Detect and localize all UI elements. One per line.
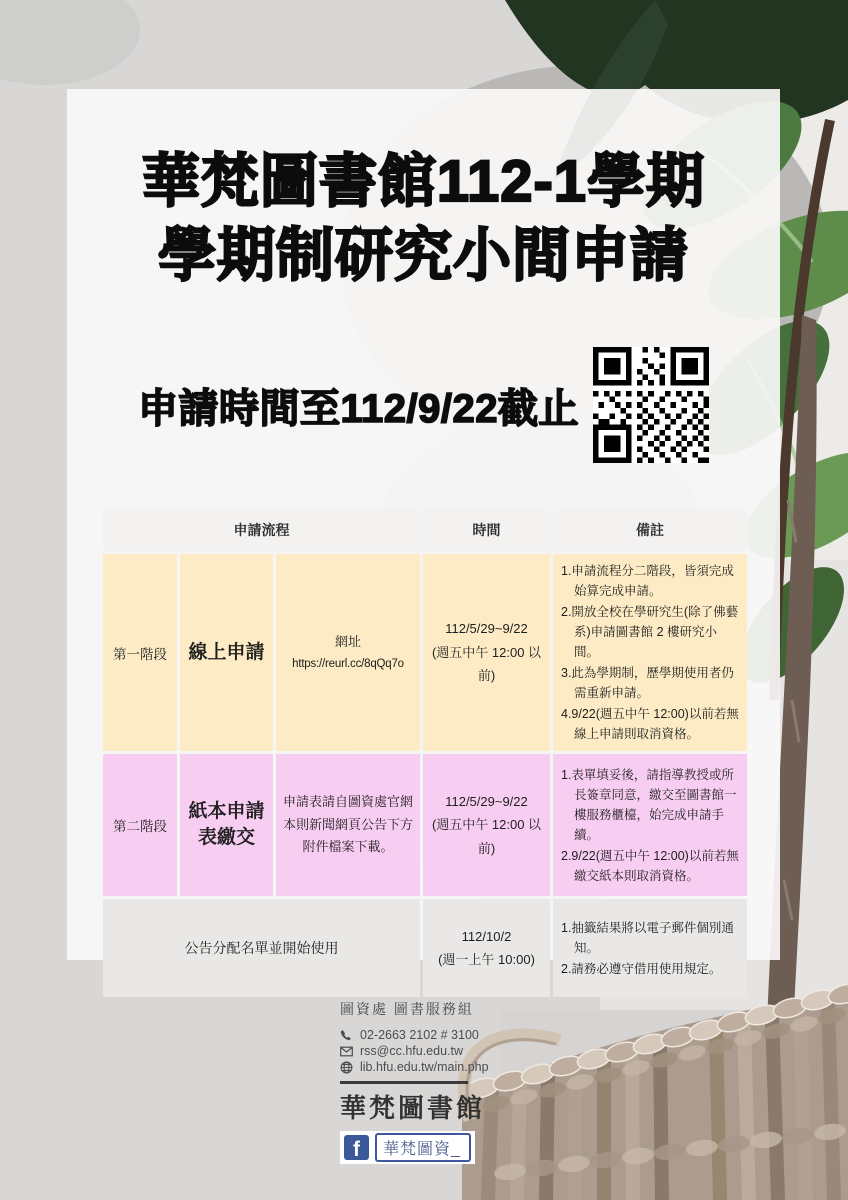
stage-cell: 第二階段: [103, 754, 177, 896]
poster-card: [67, 89, 780, 976]
column-header-time: 時間: [423, 509, 550, 551]
table-row-stage2: [103, 754, 747, 896]
phone-number: 02-2663 2102 # 3100: [360, 1028, 479, 1042]
globe-icon: [340, 1061, 353, 1074]
application-deadline: 申請時間至112/9/22截止: [138, 386, 579, 431]
column-header-notes: 備註: [553, 509, 747, 551]
detail-cell: 申請表請自圖資處官網本則新聞網頁公告下方附件檔案下載。: [276, 754, 420, 896]
department-name: 圖資處 圖書服務組: [340, 1001, 474, 1017]
phone-icon: [340, 1029, 353, 1042]
email-address: rss@cc.hfu.edu.tw: [360, 1043, 464, 1058]
stage-cell: 第一階段: [103, 554, 177, 751]
time-cell: [423, 554, 550, 751]
time-range: 112/10/2: [461, 928, 512, 944]
footer-divider: [340, 1081, 468, 1084]
facebook-icon: f: [344, 1135, 369, 1160]
notes-cell: [553, 899, 747, 997]
time-range: 112/5/29~9/22: [445, 793, 528, 809]
envelope-icon: [340, 1045, 353, 1058]
time-note: (週五中午 12:00 以前): [431, 817, 542, 856]
column-header-process: 申請流程: [103, 509, 420, 551]
qr-code-icon: [593, 347, 709, 463]
phone-line: [340, 1029, 489, 1043]
detail-cell: [276, 554, 420, 751]
library-name: 華梵圖書館: [340, 1093, 486, 1124]
footer-contact-block: [340, 999, 489, 1164]
poster-title-line1: 華梵圖書館112-1學期: [141, 149, 706, 214]
note-item: 2.開放全校在學研究生(除了佛藝系)申請圖書館 2 樓研究小間。: [561, 605, 739, 659]
note-item: 4.9/22(週五中午 12:00)以前若無線上申請則取消資格。: [561, 707, 739, 741]
url-label: 網址: [334, 634, 361, 650]
note-item: 2.9/22(週五中午 12:00)以前若無繳交紙本則取消資格。: [561, 848, 739, 883]
notes-cell: [553, 554, 747, 751]
notes-cell: [553, 754, 747, 896]
time-cell: [423, 899, 550, 997]
note-item: 1.抽籤結果將以電子郵件個別通知。: [561, 920, 734, 955]
email-line: [340, 1045, 489, 1059]
time-range: 112/5/29~9/22: [445, 621, 528, 637]
poster-title: [67, 145, 780, 293]
note-item: 1.申請流程分二階段，皆須完成始算完成申請。: [561, 564, 734, 598]
table-row-stage1: [103, 554, 747, 751]
deadline-section: [67, 347, 780, 463]
application-url: https://reurl.cc/8qQq7o: [292, 657, 404, 670]
facebook-page-name: 華梵圖資_: [375, 1133, 471, 1162]
application-table-wrap: [100, 506, 750, 1000]
time-note: (週一上午 10:00): [438, 952, 535, 967]
table-header-row: [103, 509, 747, 551]
method-cell: 紙本申請表繳交: [180, 754, 273, 896]
poster-title-line2: 學期制研究小間申請: [157, 223, 689, 289]
note-item: 3.此為學期制，歷學期使用者仍需重新申請。: [561, 666, 734, 700]
announcement-cell: 公告分配名單並開始使用: [103, 899, 420, 997]
facebook-row: [340, 1131, 475, 1164]
website-line: [340, 1061, 489, 1075]
time-cell: [423, 754, 550, 896]
note-item: 1.表單填妥後，請指導教授或所長簽章同意，繳交至圖書館一樓服務櫃檯，始完成申請手續。: [561, 767, 737, 842]
method-cell: 線上申請: [180, 554, 273, 751]
website-url: lib.hfu.edu.tw/main.php: [360, 1059, 489, 1074]
time-note: (週五中午 12:00 以前): [431, 644, 542, 684]
application-table: [100, 506, 750, 1000]
note-item: 2.請務必遵守借用使用規定。: [561, 961, 722, 976]
table-row-announcement: [103, 899, 747, 997]
